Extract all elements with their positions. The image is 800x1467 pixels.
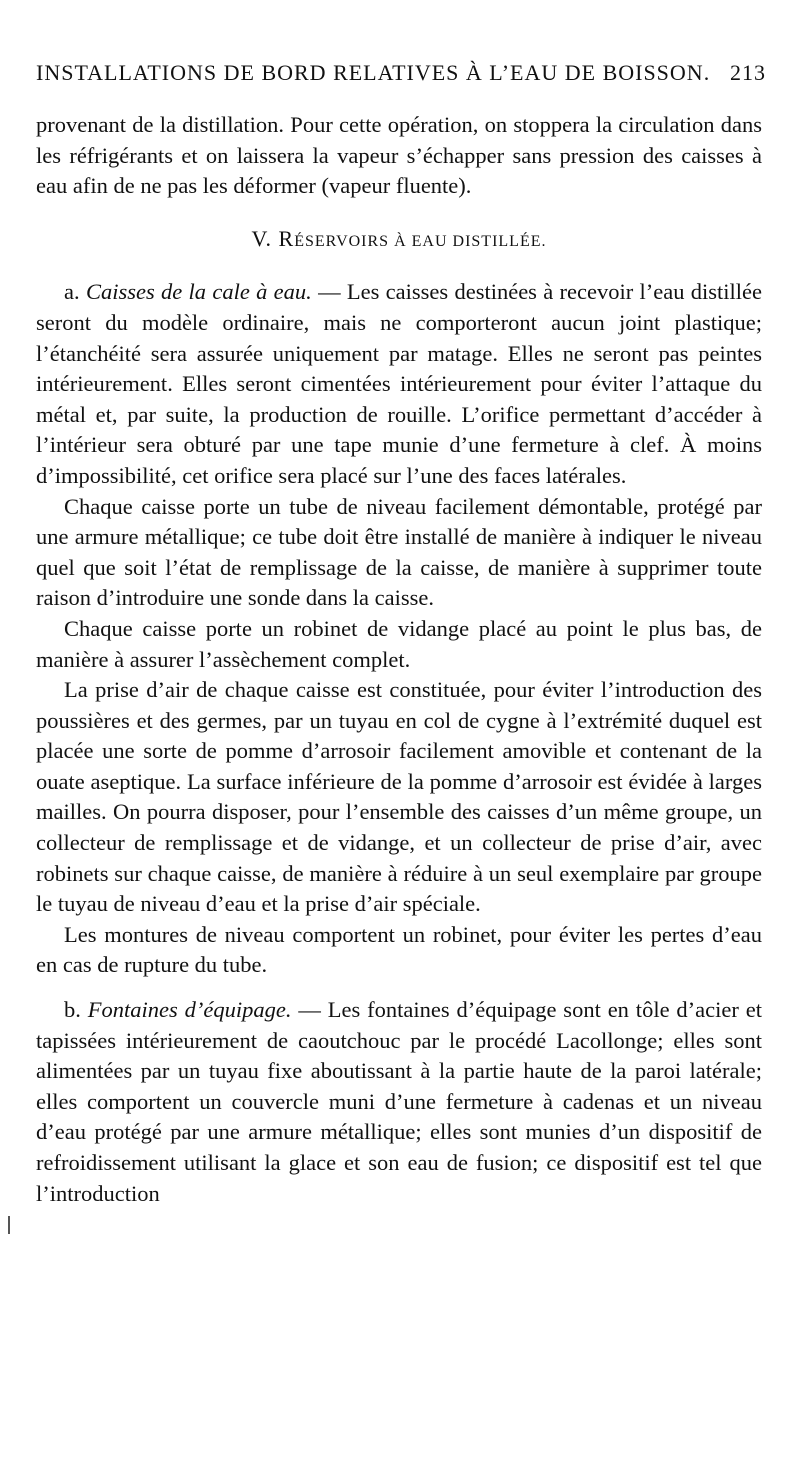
subsection-a-paragraph-2: Chaque caisse porte un tube de niveau facilement démontable, protégé par une armure métallique; ce tube doit être installé de manière à indiquer le niveau quel que soit l’état de remplissage de la caisse, de manière à supprimer toute raison d’introduire une sonde dans la caisse. [36, 493, 762, 611]
subsection-a-paragraph-4: La prise d’air de chaque caisse est constituée, pour éviter l’introduction des poussières et des germes, par un tuyau en col de cygne à l’extrémité duquel est placée une sorte de pomme d’arrosoir facilement amovible et contenant de la ouate aseptique. La surface inférieure de la pomme d’arrosoir est évidée à larges mailles. On pourra disposer, pour l’ensemble des caisses d’un même groupe, un collecteur de remplissage et de vidange, et un collecteur de prise d’air, avec robinets sur chaque caisse, de manière à réduire à un seul exemplaire par groupe le tuyau de niveau d’eau et la prise d’air spéciale. [36, 677, 762, 917]
body-text [36, 110, 762, 1209]
subsection-b-dash: — [291, 997, 328, 1023]
section-heading [36, 224, 762, 258]
subsection-b-text: Les fontaines d’équipage sont en tôle d’acier et tapissées intérieurement de caoutchouc par le procédé Lacollonge; elles sont alimentées par un tuyau fixe aboutissant à la partie haute de la paroi latérale; elles comportent un couvercle muni d’une fermeture à cadenas et un niveau d’eau protégé par une armure métallique; elles sont munies d’un dispositif de refroidissement utilisant la glace et son eau de fusion; ce dispositif est tel que l’introduction [36, 997, 762, 1206]
subsection-b-title: Fontaines d’équipage. [87, 997, 292, 1023]
subsection-a-paragraph-3: Chaque caisse porte un robinet de vidange placé au point le plus bas, de manière à assurer l’assèchement complet. [36, 615, 762, 672]
section-title-initial: R [278, 225, 295, 251]
subsection-a-paragraph-1 [36, 277, 762, 491]
margin-mark [8, 1216, 14, 1234]
section-title-rest: ÉSERVOIRS À EAU DISTILLÉE. [294, 232, 547, 250]
subsection-b-label: b. [64, 997, 81, 1023]
page-number: 213 [730, 60, 766, 85]
subsection-a-text-1: Les caisses destinées à recevoir l’eau distillée seront du modèle ordinaire, mais ne comporteront aucun joint plastique; l’étanchéité sera assurée uniquement par matage. Elles ne seront pas peintes intérieurement. Elles seront cimentées intérieurement pour éviter l’attaque du métal et, par suite, la production de rouille. L’orifice permettant d’accéder à l’intérieur sera obturé par une tape munie d’une fermeture à clef. À moins d’impossibilité, cet orifice sera placé sur l’une des faces latérales. [36, 279, 763, 488]
subsection-a-title: Caisses de la cale à eau. [85, 279, 312, 305]
page-header [36, 60, 766, 86]
subsection-b-paragraph [36, 995, 762, 1209]
subsection-a-dash: — [311, 279, 347, 305]
section-numeral: V. [251, 225, 273, 251]
running-title: INSTALLATIONS DE BORD RELATIVES À L’EAU DE BOISSON. [36, 60, 711, 85]
subsection-a-label: a. [64, 279, 80, 305]
subsection-a-paragraph-5: Les montures de niveau comportent un robinet, pour éviter les pertes d’eau en cas de rupture du tube. [36, 921, 762, 978]
continuation-paragraph: provenant de la distillation. Pour cette opération, on stoppera la circulation dans les réfrigérants et on laissera la vapeur s’échapper sans pression des caisses à eau afin de ne pas les déformer (vapeur fluente). [36, 112, 762, 199]
